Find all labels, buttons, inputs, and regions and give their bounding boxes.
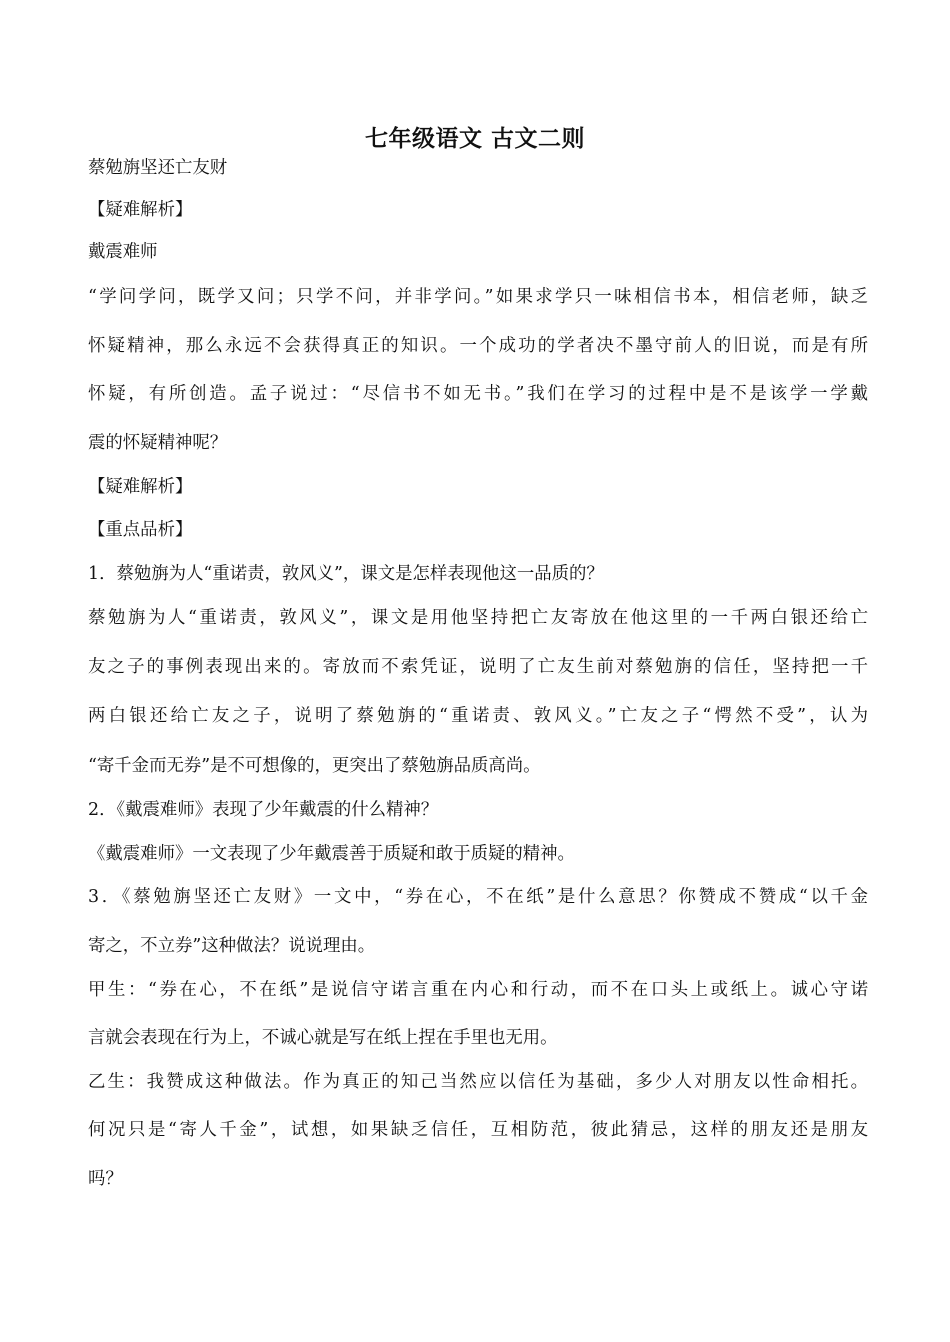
text-line: 蔡勉旃坚还亡友财 (88, 158, 228, 178)
text-line: 戴震难师 (88, 242, 158, 262)
paragraph-line: 何况只是“寄人千金”，试想，如果缺乏信任，互相防范，彼此猜忌，这样的朋友还是朋友 (88, 1120, 868, 1140)
paragraph-line: 言就会表现在行为上，不诚心就是写在纸上捏在手里也无用。 (88, 1028, 558, 1048)
paragraph-line: 蔡勉旃为人“重诺责，敦风义”，课文是用他坚持把亡友寄放在他这里的一千两白银还给亡 (88, 608, 868, 628)
paragraph-line: 两白银还给亡友之子，说明了蔡勉旃的“重诺责、敦风义。”亡友之子“愕然不受”，认为 (88, 706, 868, 726)
paragraph-line: “寄千金而无券”是不可想像的，更突出了蔡勉旃品质高尚。 (88, 756, 541, 776)
section-heading: 【重点品析】 (88, 520, 193, 540)
question-line: 寄之，不立券”这种做法？说说理由。 (88, 936, 376, 956)
paragraph-line: 《戴震难师》一文表现了少年戴震善于质疑和敢于质疑的精神。 (88, 844, 575, 864)
question-line: 1．蔡勉旃为人“重诺责，敦风义”，课文是怎样表现他这一品质的？ (88, 564, 604, 584)
paragraph-line: “学问学问，既学又问；只学不问，并非学问。”如果求学只一味相信书本，相信老师，缺乏 (88, 287, 868, 307)
question-line: 2．《戴震难师》表现了少年戴震的什么精神？ (88, 800, 439, 820)
paragraph-line: 乙生：我赞成这种做法。作为真正的知己当然应以信任为基础，多少人对朋友以性命相托。 (88, 1072, 868, 1092)
paragraph-line: 怀疑精神，那么永远不会获得真正的知识。一个成功的学者决不墨守前人的旧说，而是有所 (88, 336, 868, 356)
question-line: 3．《蔡勉旃坚还亡友财》一文中，“券在心，不在纸”是什么意思？你赞成不赞成“以千金 (88, 887, 868, 907)
paragraph-line: 震的怀疑精神呢？ (88, 433, 228, 453)
section-heading: 【疑难解析】 (88, 477, 193, 497)
paragraph-line: 吗？ (88, 1169, 123, 1189)
paragraph-line: 甲生：“券在心，不在纸”是说信守诺言重在内心和行动，而不在口头上或纸上。诚心守诺 (88, 980, 868, 1000)
section-heading: 【疑难解析】 (88, 200, 193, 220)
paragraph-line: 友之子的事例表现出来的。寄放而不索凭证，说明了亡友生前对蔡勉旃的信任，坚持把一千 (88, 657, 868, 677)
paragraph-line: 怀疑，有所创造。孟子说过：“尽信书不如无书。”我们在学习的过程中是不是该学一学戴 (88, 384, 868, 404)
document-title: 七年级语文 古文二则 (364, 125, 585, 152)
